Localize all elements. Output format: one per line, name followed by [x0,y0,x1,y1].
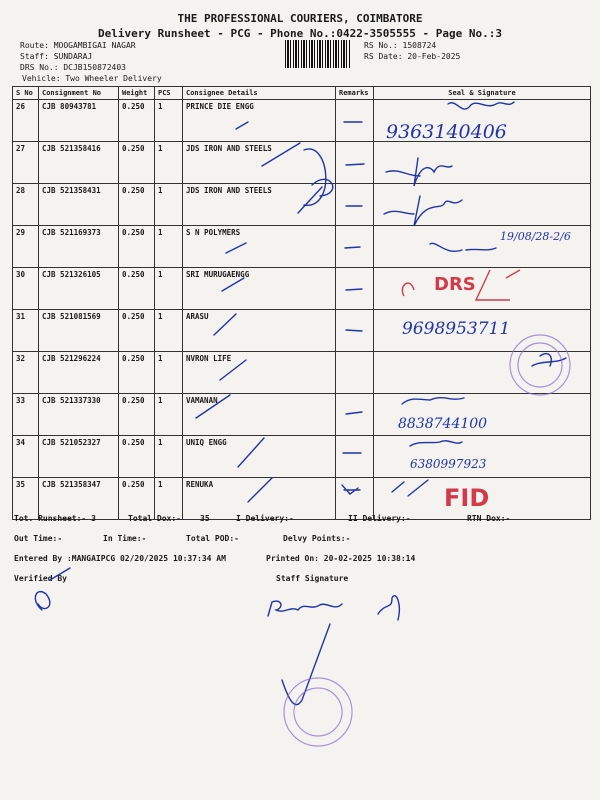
col-pcs: PCS [155,87,183,100]
cell-consignment: CJB 521358431 [39,184,119,226]
cell-pcs: 1 [155,436,183,478]
cell-pcs: 1 [155,478,183,520]
cell-weight: 0.250 [119,268,155,310]
table-row [13,436,591,478]
cell-consignment: CJB 521337330 [39,394,119,436]
cell-sno: 30 [13,268,39,310]
entered-by: Entered By :MANGAIPCG 02/20/2025 10:37:34 AM [14,554,226,563]
cell-consignment: CJB 521081569 [39,310,119,352]
cell-sno: 34 [13,436,39,478]
cell-pcs: 1 [155,310,183,352]
cell-remarks [336,226,374,268]
cell-sno: 33 [13,394,39,436]
cell-weight: 0.250 [119,142,155,184]
ii-delivery: II Delivery:- [348,514,411,523]
total-dox-label: Total Dox:- [128,514,181,523]
cell-weight: 0.250 [119,184,155,226]
verified-by: Verified By [14,574,67,583]
cell-consignee: VAMANAN [183,394,336,436]
cell-consignment: CJB 521358347 [39,478,119,520]
cell-remarks [336,436,374,478]
cell-weight: 0.250 [119,436,155,478]
cell-consignment: CJB 521296224 [39,352,119,394]
cell-sno: 35 [13,478,39,520]
cell-seal-signature [374,268,591,310]
table-row [13,226,591,268]
cell-seal-signature [374,394,591,436]
cell-pcs: 1 [155,268,183,310]
handwritten-row35: FID [444,484,490,512]
total-dox-value: 35 [200,514,210,523]
cell-consignee: ARASU [183,310,336,352]
cell-pcs: 1 [155,184,183,226]
cell-seal-signature [374,436,591,478]
cell-consignee: UNIQ ENGG [183,436,336,478]
col-consignment: Consignment No [39,87,119,100]
cell-seal-signature [374,184,591,226]
cell-remarks [336,142,374,184]
handwritten-phone-row31: 9698953711 [402,319,511,339]
rs-date: RS Date: 20-Feb-2025 [364,52,461,61]
cell-seal-signature [374,142,591,184]
handwritten-phone-row33: 8838744100 [398,416,488,432]
runsheet-title: Delivery Runsheet - PCG - Phone No.:0422-3505555 - Page No.:3 [98,27,502,40]
drs-number: DRS No.: DCJB150872403 [20,63,126,72]
cell-seal-signature [374,226,591,268]
cell-pcs: 1 [155,226,183,268]
cell-sno: 29 [13,226,39,268]
cell-consignment: CJB 521169373 [39,226,119,268]
i-delivery: I Delivery:- [236,514,294,523]
cell-weight: 0.250 [119,394,155,436]
handwritten-date-row29: 19/08/28-2/6 [500,230,571,243]
table-row [13,142,591,184]
handwritten-phone-row26: 9363140406 [386,121,507,143]
cell-weight: 0.250 [119,352,155,394]
vehicle-label: Vehicle: Two Wheeler Delivery [22,74,162,83]
delvy-points: Delvy Points:- [283,534,351,543]
cell-consignee: JDS IRON AND STEELS [183,184,336,226]
cell-sno: 26 [13,100,39,142]
col-sno: S No [13,87,39,100]
printed-on: Printed On: 20-02-2025 10:38:14 [266,554,416,563]
rs-number: RS No.: 1508724 [364,41,437,50]
in-time: In Time:- [103,534,147,543]
cell-remarks [336,100,374,142]
cell-weight: 0.250 [119,478,155,520]
out-time: Out Time:- [14,534,63,543]
col-weight: Weight [119,87,155,100]
cell-consignment: CJB 521052327 [39,436,119,478]
cell-weight: 0.250 [119,226,155,268]
cell-consignee: RENUKA [183,478,336,520]
company-name: THE PROFESSIONAL COURIERS, COIMBATORE [177,12,423,25]
cell-pcs: 1 [155,394,183,436]
cell-remarks [336,394,374,436]
cell-consignee: PRINCE DIE ENGG [183,100,336,142]
staff-label: Staff: SUNDARAJ [20,52,93,61]
cell-seal-signature [374,352,591,394]
handwritten-row30: DRS [434,274,476,295]
route-label: Route: MOOGAMBIGAI NAGAR [20,41,136,50]
barcode [285,40,351,68]
cell-remarks [336,184,374,226]
tot-runsheet: Tot. Runsheet:- 3 [14,514,96,523]
handwritten-phone-row34: 6380997923 [410,457,487,471]
table-row [13,394,591,436]
table-row [13,352,591,394]
cell-consignee: SRI MURUGAENGG [183,268,336,310]
table-row [13,268,591,310]
col-consignee: Consignee Details [183,87,336,100]
cell-consignee: S N POLYMERS [183,226,336,268]
cell-sno: 27 [13,142,39,184]
cell-remarks [336,310,374,352]
col-seal-signature: Seal & Signature [374,87,591,100]
cell-sno: 31 [13,310,39,352]
cell-consignment: CJB 521326105 [39,268,119,310]
cell-remarks [336,352,374,394]
cell-consignment: CJB 521358416 [39,142,119,184]
table-header-row [13,87,591,100]
cell-consignment: CJB 80943781 [39,100,119,142]
cell-sno: 32 [13,352,39,394]
cell-pcs: 1 [155,142,183,184]
staff-signature-label: Staff Signature [276,574,349,583]
cell-consignee: NVRON LIFE [183,352,336,394]
table-row [13,184,591,226]
cell-seal-signature [374,310,591,352]
total-pod: Total POD:- [186,534,239,543]
delivery-table [12,86,591,520]
cell-remarks [336,268,374,310]
cell-pcs: 1 [155,352,183,394]
cell-seal-signature [374,100,591,142]
cell-sno: 28 [13,184,39,226]
table-row [13,310,591,352]
cell-pcs: 1 [155,100,183,142]
cell-weight: 0.250 [119,100,155,142]
rtn-dox: RTN Dox:- [467,514,511,523]
cell-consignee: JDS IRON AND STEELS [183,142,336,184]
cell-weight: 0.250 [119,310,155,352]
table-row [13,100,591,142]
col-remarks: Remarks [336,87,374,100]
